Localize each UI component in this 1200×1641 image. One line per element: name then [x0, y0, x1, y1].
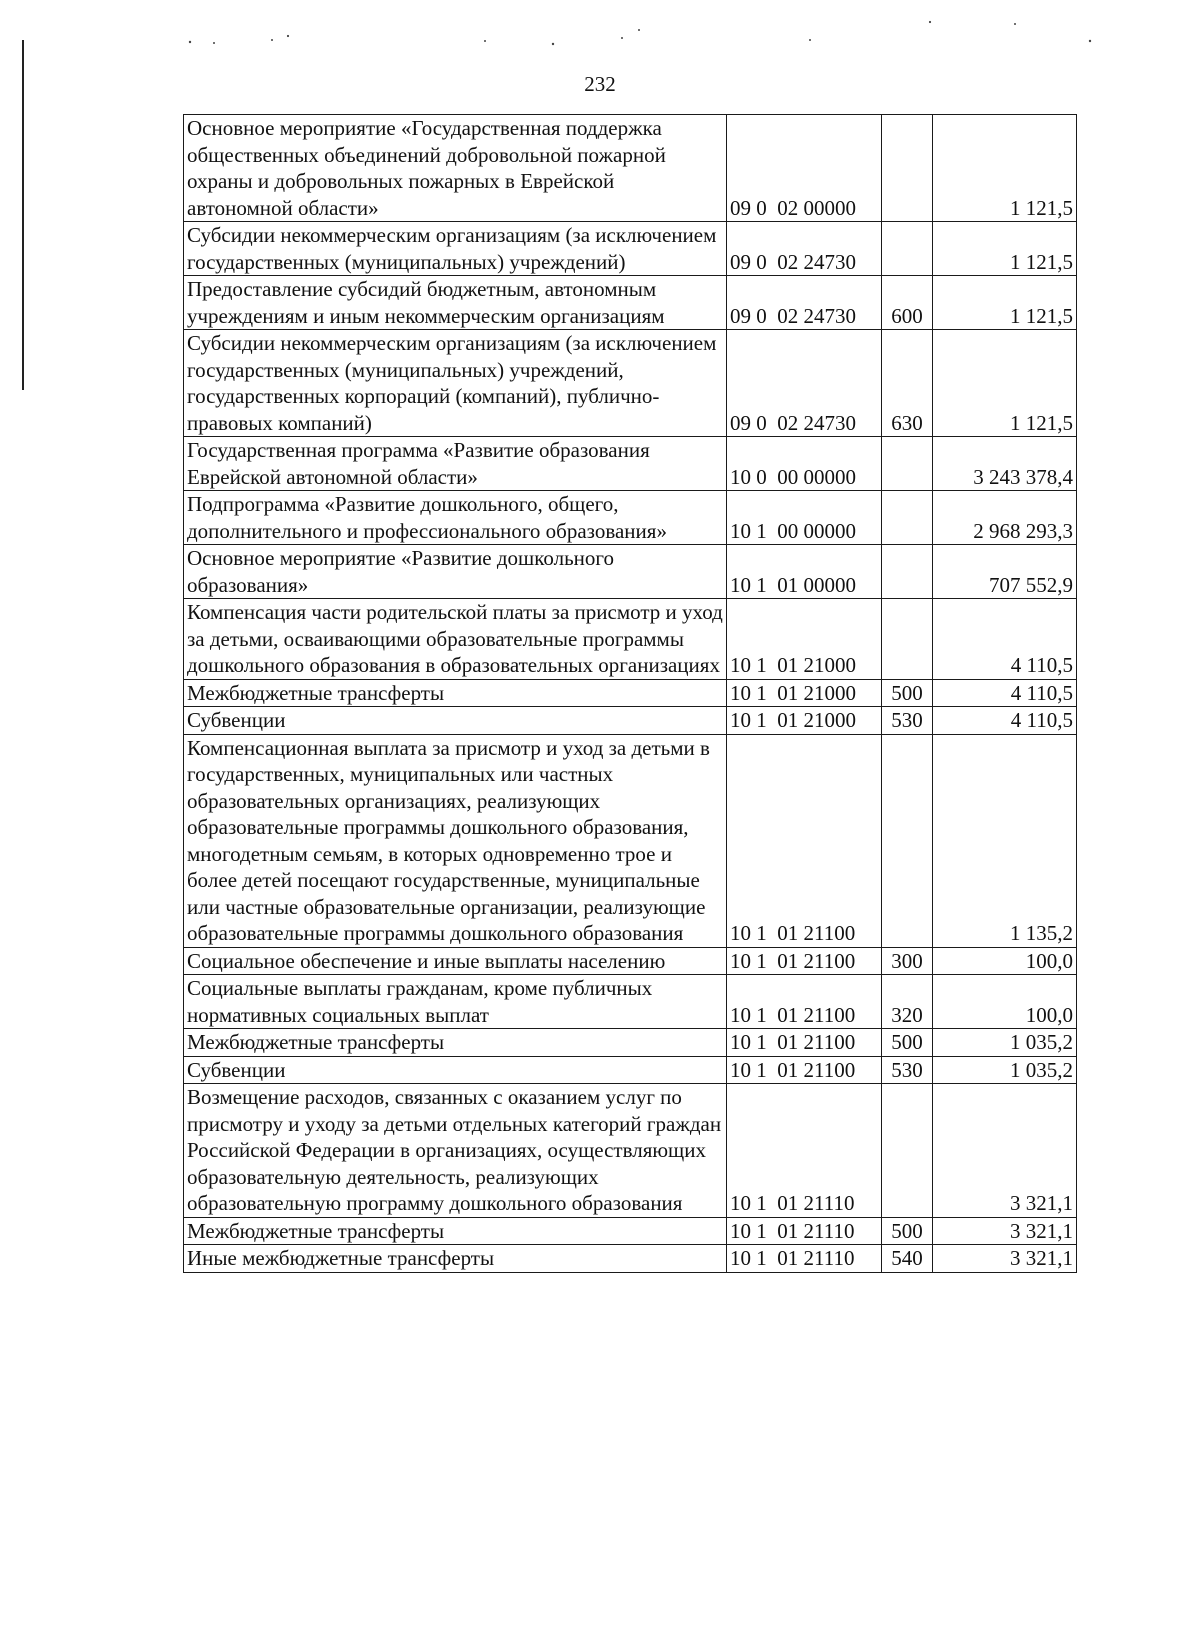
row-expense-type-cell — [882, 545, 933, 599]
table-row — [184, 599, 1077, 680]
table-row — [184, 115, 1077, 222]
row-expense-type-cell: 500 — [882, 1217, 933, 1245]
row-code-cell: 09 0 02 00000 — [727, 115, 882, 222]
row-amount-cell: 1 121,5 — [933, 222, 1077, 276]
row-name-cell: Межбюджетные трансферты — [184, 1029, 727, 1057]
row-name-cell: Компенсация части родительской платы за присмотр и уход за детьми, осваивающими образовательные программы дошкольного образования в образовательных организациях — [184, 599, 727, 680]
table-row — [184, 222, 1077, 276]
row-name-cell: Субвенции — [184, 1056, 727, 1084]
row-amount-cell: 707 552,9 — [933, 545, 1077, 599]
row-code-cell: 10 1 01 21110 — [727, 1084, 882, 1218]
table-row — [184, 1029, 1077, 1057]
row-expense-type-cell: 630 — [882, 330, 933, 437]
row-code-cell: 09 0 02 24730 — [727, 222, 882, 276]
row-amount-cell: 3 243 378,4 — [933, 437, 1077, 491]
row-code-cell: 10 1 01 21000 — [727, 707, 882, 735]
row-expense-type-cell: 530 — [882, 707, 933, 735]
row-code-cell: 10 1 01 21110 — [727, 1217, 882, 1245]
row-code-cell: 09 0 02 24730 — [727, 276, 882, 330]
row-expense-type-cell — [882, 222, 933, 276]
page-number: 232 — [584, 72, 616, 96]
row-code-cell: 09 0 02 24730 — [727, 330, 882, 437]
row-expense-type-cell — [882, 599, 933, 680]
row-code-cell: 10 1 01 21100 — [727, 734, 882, 947]
row-code-cell: 10 1 00 00000 — [727, 491, 882, 545]
table-row — [184, 491, 1077, 545]
row-name-cell: Государственная программа «Развитие образования Еврейской автономной области» — [184, 437, 727, 491]
row-expense-type-cell — [882, 437, 933, 491]
row-expense-type-cell — [882, 115, 933, 222]
row-amount-cell: 2 968 293,3 — [933, 491, 1077, 545]
row-name-cell: Межбюджетные трансферты — [184, 679, 727, 707]
row-amount-cell: 100,0 — [933, 947, 1077, 975]
row-amount-cell: 3 321,1 — [933, 1217, 1077, 1245]
row-amount-cell: 100,0 — [933, 975, 1077, 1029]
row-amount-cell: 4 110,5 — [933, 599, 1077, 680]
row-code-cell: 10 1 01 21000 — [727, 599, 882, 680]
table-row — [184, 1084, 1077, 1218]
row-name-cell: Межбюджетные трансферты — [184, 1217, 727, 1245]
table-row — [184, 1056, 1077, 1084]
row-code-cell: 10 1 01 21100 — [727, 1029, 882, 1057]
row-amount-cell: 1 121,5 — [933, 115, 1077, 222]
row-amount-cell: 3 321,1 — [933, 1245, 1077, 1273]
row-code-cell: 10 1 01 21110 — [727, 1245, 882, 1273]
table-row — [184, 734, 1077, 947]
row-name-cell: Социальные выплаты гражданам, кроме публичных нормативных социальных выплат — [184, 975, 727, 1029]
row-amount-cell: 1 121,5 — [933, 276, 1077, 330]
row-code-cell: 10 1 01 21100 — [727, 1056, 882, 1084]
table-row — [184, 330, 1077, 437]
table-row — [184, 947, 1077, 975]
row-expense-type-cell: 530 — [882, 1056, 933, 1084]
table-row — [184, 1217, 1077, 1245]
table-row — [184, 975, 1077, 1029]
row-name-cell: Иные межбюджетные трансферты — [184, 1245, 727, 1273]
row-name-cell: Основное мероприятие «Развитие дошкольного образования» — [184, 545, 727, 599]
row-code-cell: 10 1 01 21000 — [727, 679, 882, 707]
row-amount-cell: 1 035,2 — [933, 1029, 1077, 1057]
row-amount-cell: 3 321,1 — [933, 1084, 1077, 1218]
row-amount-cell: 1 035,2 — [933, 1056, 1077, 1084]
row-code-cell: 10 1 01 21100 — [727, 947, 882, 975]
row-expense-type-cell: 540 — [882, 1245, 933, 1273]
scan-noise — [0, 0, 1200, 60]
row-name-cell: Подпрограмма «Развитие дошкольного, общего, дополнительного и профессионального образования» — [184, 491, 727, 545]
budget-table — [183, 114, 1077, 1273]
row-expense-type-cell: 500 — [882, 679, 933, 707]
row-expense-type-cell — [882, 491, 933, 545]
row-name-cell: Субвенции — [184, 707, 727, 735]
row-code-cell: 10 1 01 00000 — [727, 545, 882, 599]
row-name-cell: Субсидии некоммерческим организациям (за исключением государственных (муниципальных) учреждений, государственных корпораций (компаний), публично-правовых компаний) — [184, 330, 727, 437]
row-name-cell: Предоставление субсидий бюджетным, автономным учреждениям и иным некоммерческим организациям — [184, 276, 727, 330]
row-name-cell: Возмещение расходов, связанных с оказанием услуг по присмотру и уходу за детьми отдельных категорий граждан Российской Федерации в организациях, осуществляющих образовательную деятельность, реализующих образовательную программу дошкольного образования — [184, 1084, 727, 1218]
row-expense-type-cell — [882, 734, 933, 947]
row-expense-type-cell: 500 — [882, 1029, 933, 1057]
table-row — [184, 679, 1077, 707]
row-name-cell: Компенсационная выплата за присмотр и уход за детьми в государственных, муниципальных или частных образовательных организациях, реализующих образовательные программы дошкольного образования, многодетным семьям, в которых одновременно трое и более детей посещают государственные, муниципальные или частные образовательные организации, реализующие образовательные программы дошкольного образования — [184, 734, 727, 947]
table-row — [184, 437, 1077, 491]
row-amount-cell: 4 110,5 — [933, 679, 1077, 707]
row-expense-type-cell: 600 — [882, 276, 933, 330]
row-name-cell: Субсидии некоммерческим организациям (за исключением государственных (муниципальных) учреждений) — [184, 222, 727, 276]
table-row — [184, 545, 1077, 599]
row-expense-type-cell — [882, 1084, 933, 1218]
row-amount-cell: 1 121,5 — [933, 330, 1077, 437]
table-row — [184, 276, 1077, 330]
row-code-cell: 10 0 00 00000 — [727, 437, 882, 491]
row-amount-cell: 1 135,2 — [933, 734, 1077, 947]
table-row — [184, 707, 1077, 735]
row-code-cell: 10 1 01 21100 — [727, 975, 882, 1029]
row-amount-cell: 4 110,5 — [933, 707, 1077, 735]
row-expense-type-cell: 300 — [882, 947, 933, 975]
budget-table-body — [184, 115, 1077, 1273]
table-row — [184, 1245, 1077, 1273]
row-name-cell: Основное мероприятие «Государственная поддержка общественных объединений добровольной пожарной охраны и добровольных пожарных в Еврейской автономной области» — [184, 115, 727, 222]
row-name-cell: Социальное обеспечение и иные выплаты населению — [184, 947, 727, 975]
row-expense-type-cell: 320 — [882, 975, 933, 1029]
